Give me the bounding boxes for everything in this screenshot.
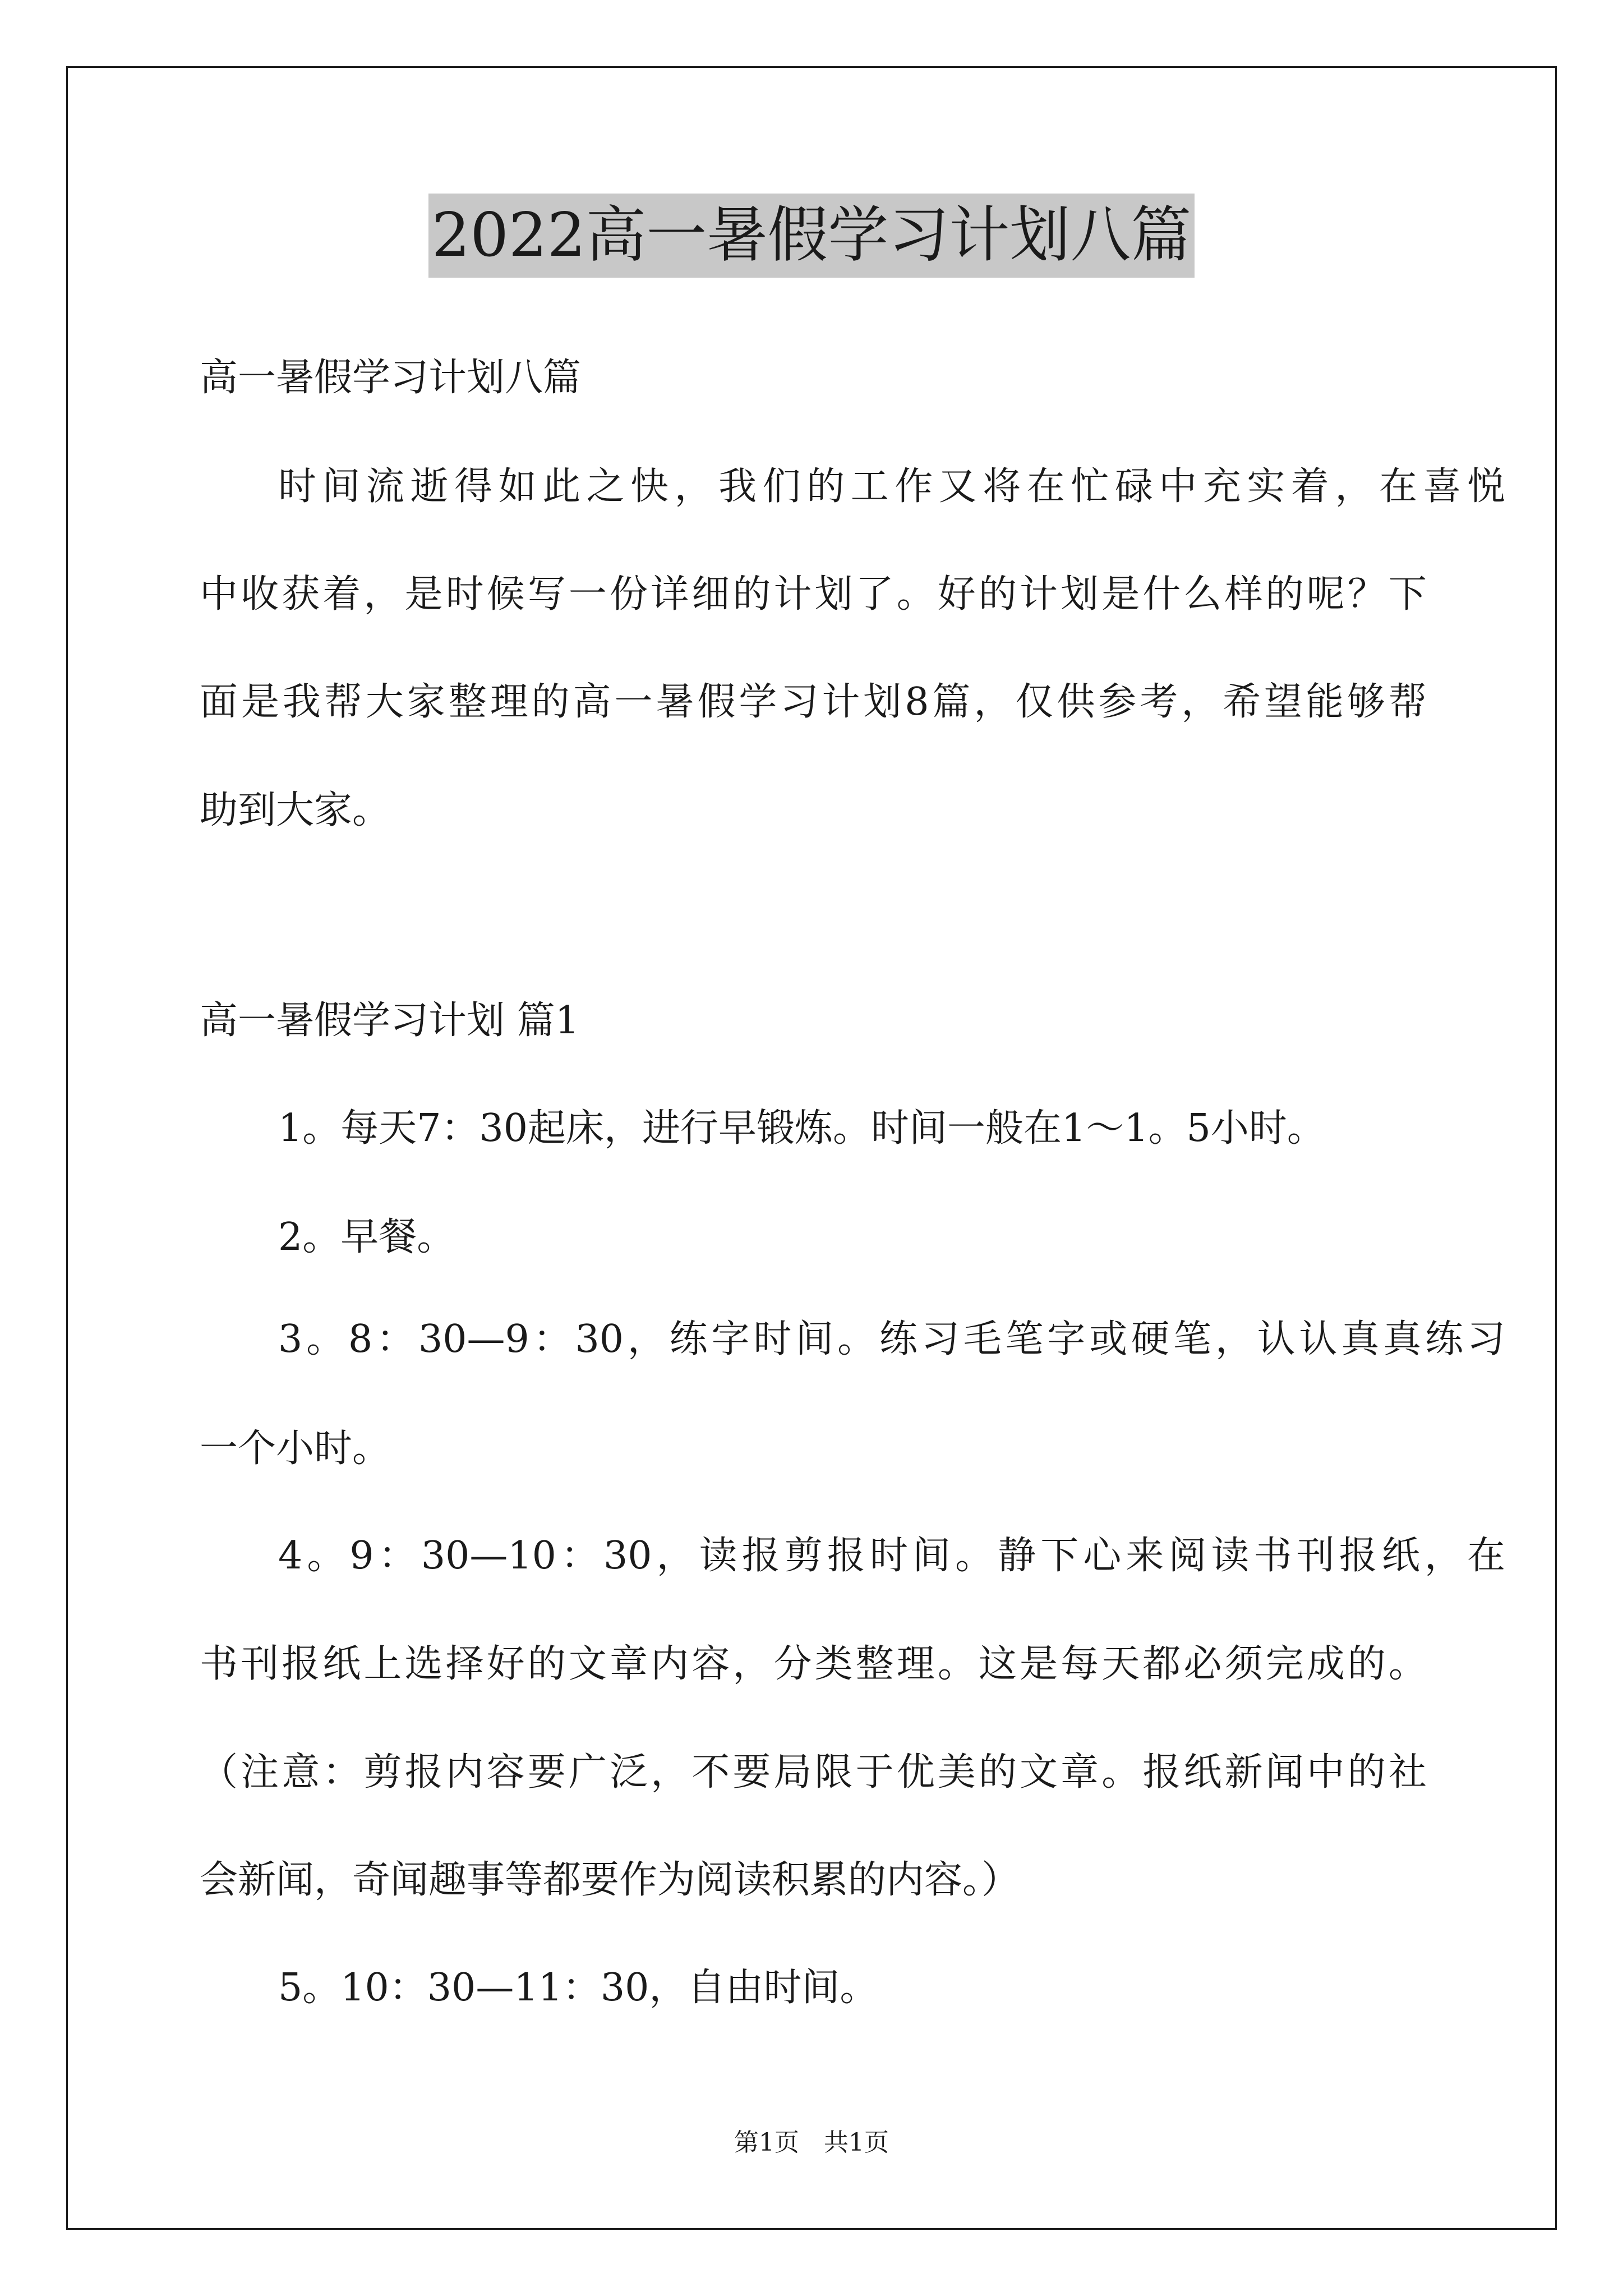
paragraph-line: 5。10：30—11：30，自由时间。 [278, 1966, 878, 2010]
paragraph-line: 2。早餐。 [278, 1215, 455, 1259]
paragraph-line: 4。9：30—10：30，读报剪报时间。静下心来阅读书刊报纸，在 [278, 1534, 1505, 1578]
subtitle-line: 高一暑假学习计划八篇 [200, 356, 582, 400]
title-container [0, 194, 1623, 278]
paragraph-line: 面是我帮大家整理的高一暑假学习计划8篇，仅供参考，希望能够帮 [200, 680, 1427, 724]
section-heading: 高一暑假学习计划 篇1 [200, 999, 579, 1043]
paragraph-line: 一个小时。 [200, 1427, 391, 1471]
paragraph-line: 会新闻，奇闻趣事等都要作为阅读积累的内容。） [200, 1858, 1020, 1902]
page-footer: 第1页 共1页 [734, 2128, 889, 2157]
paragraph-line: 中收获着，是时候写一份详细的计划了。好的计划是什么样的呢？下 [200, 572, 1427, 616]
paragraph-line: 时间流逝得如此之快，我们的工作又将在忙碌中充实着，在喜悦 [278, 464, 1505, 509]
paragraph-line: 1。每天7：30起床，进行早锻炼。时间一般在1～1。5小时。 [278, 1106, 1325, 1151]
paragraph-line: 助到大家。 [200, 788, 391, 832]
document-title: 2022高一暑假学习计划八篇 [428, 194, 1195, 278]
paragraph-line: 3。8：30—9：30，练字时间。练习毛笔字或硬笔，认认真真练习 [278, 1317, 1505, 1361]
paragraph-line: 书刊报纸上选择好的文章内容，分类整理。这是每天都必须完成的。 [200, 1642, 1427, 1686]
paragraph-line: （注意：剪报内容要广泛，不要局限于优美的文章。报纸新闻中的社 [200, 1750, 1427, 1795]
